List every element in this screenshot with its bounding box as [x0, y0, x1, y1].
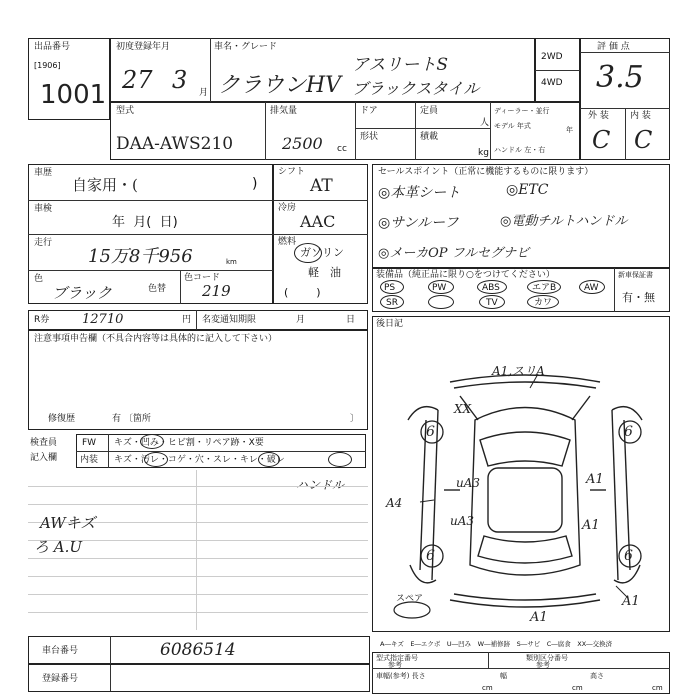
- warranty-value: 有・無: [622, 291, 655, 304]
- model-year-label: モデル 年式: [494, 122, 531, 130]
- equip-tv: TV: [486, 298, 498, 308]
- drive-4wd: 4WD: [541, 78, 563, 88]
- equip-leather: カワ: [534, 298, 553, 308]
- color-value: ブラック: [52, 284, 112, 302]
- equip-sr: SR: [386, 298, 398, 308]
- type-ref: 参考: [388, 661, 402, 669]
- diagram-top-label: A1,スリA: [492, 364, 545, 378]
- fuel-diesel: 軽 油: [308, 266, 341, 279]
- sales-item-2: ◎ETC: [506, 182, 549, 198]
- equip-aw: AW: [584, 283, 599, 293]
- wheel-rr-label: 6: [624, 548, 633, 564]
- inspector-label-1: 検査員: [30, 438, 58, 448]
- equip-airbag: エアB: [532, 283, 557, 293]
- diagram-legend: A―キズ E―エクボ U―凹み W―補修跡 S―サビ C―腐食 XX―交換済: [380, 640, 613, 648]
- interior-row-label: 内装: [80, 455, 99, 465]
- lot-sub: [1906]: [34, 61, 61, 70]
- displacement-label: 排気量: [270, 106, 298, 116]
- equipment-label: 装備品（純正品に限り○をつけてください）: [376, 270, 555, 280]
- interior-label: 内 装: [630, 111, 651, 121]
- handle-label: ハンドル 左・右: [494, 146, 546, 154]
- class-label: 類別区分番号: [526, 654, 568, 662]
- cm-3: cm: [652, 684, 663, 692]
- wheel-fr-label: 6: [624, 424, 633, 440]
- sales-item-3: ◎サンルーフ: [378, 215, 459, 231]
- exterior-label: 外 装: [588, 111, 609, 121]
- km-unit: km: [226, 258, 237, 266]
- model-value: DAA-AWS210: [116, 134, 234, 154]
- fw-label: FW: [82, 438, 97, 448]
- year-unit: 年: [566, 126, 573, 134]
- inspection-value: 年 月( 日): [112, 215, 178, 230]
- wheel-rl-label: 6: [426, 548, 435, 564]
- month-unit: 月: [199, 88, 209, 98]
- yen-unit: 円: [182, 315, 192, 325]
- mileage-label: 走行: [34, 238, 53, 248]
- exterior-grade: C: [592, 126, 611, 154]
- reg-month: 3: [172, 66, 188, 94]
- cm-1: cm: [482, 684, 493, 692]
- equip-blank-circle: [428, 295, 454, 309]
- handle-note: ハンドル: [296, 478, 345, 492]
- diagram-a1-2: A1: [582, 518, 600, 533]
- recycle-box: [28, 310, 368, 330]
- car-diagram: [380, 360, 670, 630]
- note-line-1: AWキズ: [40, 514, 96, 532]
- fuel-paren: ( ): [284, 286, 321, 299]
- equip-abs: ABS: [482, 283, 500, 293]
- reg-year: 27: [122, 66, 153, 94]
- diagram-a1-1: A1: [586, 472, 604, 487]
- reg-number-label: 登録番号: [42, 674, 79, 684]
- notice-label: 名変通知期限: [202, 315, 257, 325]
- type-label: 型式指定番号: [376, 654, 418, 662]
- drive-2wd: 2WD: [541, 52, 563, 62]
- color-change-label: 色替: [148, 284, 167, 294]
- capacity-label: 定員: [420, 106, 439, 116]
- lot-number: 1001: [40, 80, 107, 110]
- inspection-label: 車検: [34, 204, 53, 214]
- usage-close: ): [252, 176, 258, 192]
- width-label: 幅: [500, 672, 507, 680]
- fuel-label: 燃料: [278, 237, 297, 247]
- sales-item-4: ◎電動チルトハンドル: [500, 214, 628, 229]
- fw-items: キズ・凹み・ヒビ割・リペア跡・X要: [114, 438, 264, 448]
- score-label: 評 価 点: [597, 42, 630, 52]
- equip-ps: PS: [384, 283, 396, 293]
- usage-value: 自家用・(: [72, 176, 138, 194]
- shape-label: 形状: [360, 132, 379, 142]
- ac-label: 冷房: [278, 203, 297, 213]
- fuel-gas-circle: [294, 243, 322, 263]
- diagram-ua3-1: uA3: [456, 476, 481, 490]
- chassis-label: 車台番号: [42, 646, 79, 656]
- diagram-a1-right: A1: [622, 594, 640, 609]
- color-code-value: 219: [202, 282, 231, 300]
- usage-label: 車歴: [34, 168, 53, 178]
- repair-value: 有 〔箇所: [112, 414, 151, 424]
- load-label: 積載: [420, 132, 439, 142]
- model-label: 型式: [116, 106, 135, 116]
- first-reg-label: 初度登録年月: [116, 42, 171, 52]
- ac-value: AAC: [300, 212, 336, 231]
- note-line-2: ろ A.U: [34, 538, 83, 556]
- car-name-label: 車名・グレード: [214, 42, 278, 52]
- fuel-gas: ガソリン: [300, 246, 344, 259]
- size-label: 車幅(参考) 長さ: [376, 672, 426, 680]
- cm-2: cm: [572, 684, 583, 692]
- displacement-value: 2500: [282, 134, 323, 153]
- wheel-fl-label: 6: [426, 424, 435, 440]
- notice-month: 月: [296, 315, 306, 325]
- class-ref: 参考: [536, 661, 550, 669]
- diagram-ua3-2: uA3: [450, 514, 475, 528]
- repair-label: 修復歴: [48, 414, 76, 424]
- diagram-a4: A4: [386, 496, 403, 510]
- notes-box: [28, 330, 368, 430]
- spare-label: スペア: [396, 594, 424, 604]
- later-label: 後日記: [376, 319, 404, 329]
- door-label: ドア: [360, 106, 378, 116]
- lot-label: 出品番号: [34, 42, 71, 52]
- warranty-label: 新車保証書: [618, 271, 653, 279]
- shift-value: AT: [310, 176, 333, 196]
- sales-item-5: ◎メーカOP フルセグナビ: [378, 246, 530, 261]
- cc-unit: cc: [337, 144, 347, 154]
- notice-day: 日: [346, 315, 356, 325]
- diagram-xx: XX: [454, 402, 472, 416]
- notes-label: 注意事項申告欄（不具合内容等は具体的に記入して下さい）: [34, 334, 278, 344]
- car-name: クラウンHV: [218, 73, 342, 98]
- interior-items: キズ・汚レ・コゲ・穴・スレ・キレ・破レ: [114, 455, 285, 465]
- chassis-value: 6086514: [160, 640, 236, 660]
- kg-unit: kg: [478, 148, 489, 158]
- inspector-label-2: 記入欄: [30, 453, 58, 463]
- grade-line2: ブラックスタイル: [352, 79, 480, 98]
- grade-line1: アスリートS: [352, 55, 448, 75]
- recycle-value: 12710: [82, 312, 124, 327]
- dealer-label: ディーラー・並行: [494, 107, 550, 115]
- sales-item-1: ◎本革シート: [378, 185, 461, 201]
- shift-label: シフト: [278, 167, 306, 177]
- color-label: 色: [34, 274, 44, 284]
- repair-close: 〕: [350, 414, 360, 424]
- diagram-a1-bottom: A1: [530, 610, 548, 625]
- recycle-label: R券: [34, 315, 50, 325]
- spare-tire: [394, 602, 430, 618]
- mileage-value: 15万8千956: [88, 246, 193, 267]
- height-label: 高さ: [590, 672, 604, 680]
- equip-pw: PW: [432, 283, 447, 293]
- sales-label: セールスポイント（正常に機能するものに限ります）: [378, 167, 594, 177]
- score-value: 3.5: [596, 60, 644, 95]
- reg-number-box: [28, 664, 370, 692]
- interior-grade: C: [634, 126, 653, 154]
- person-unit: 人: [480, 118, 490, 128]
- color-code-label: 色コード: [184, 273, 221, 283]
